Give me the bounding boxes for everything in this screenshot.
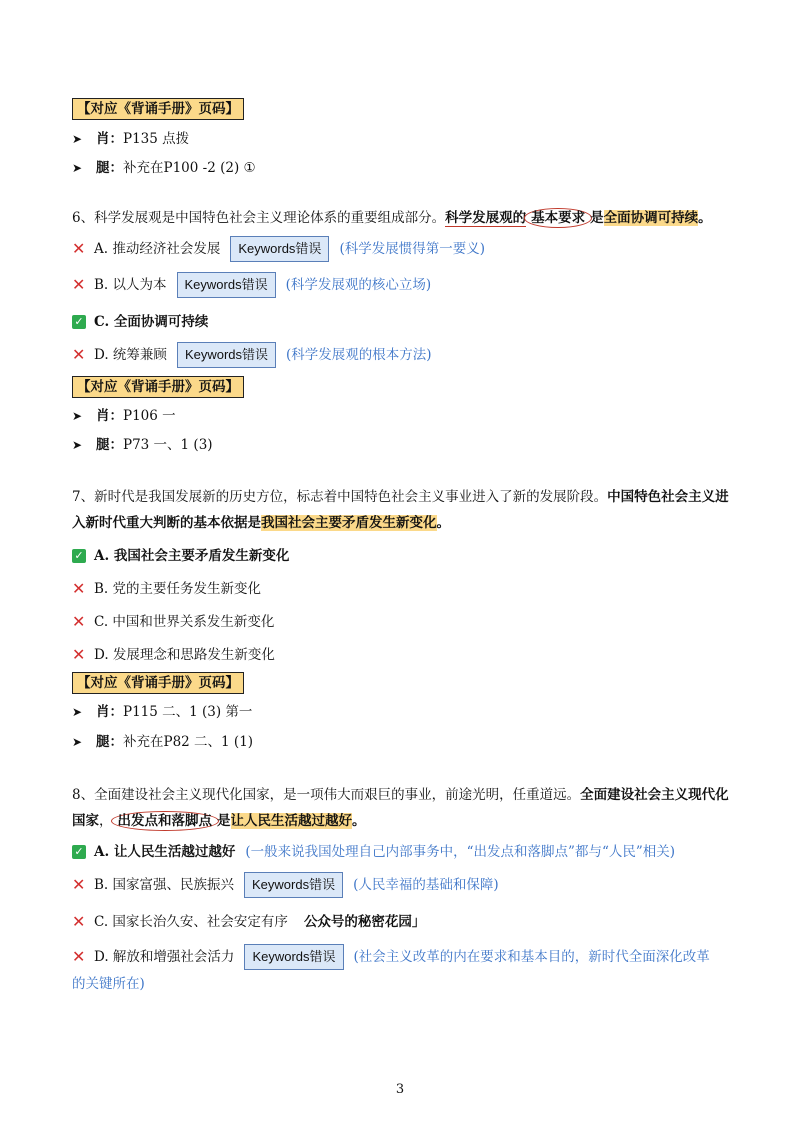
question-6 (72, 206, 740, 455)
ref-header: 【对应《背诵手册》页码】 (72, 98, 244, 120)
wrong-mark-icon: ✕ (72, 579, 86, 598)
question-stem: 6、科学发展观是中国特色社会主义理论体系的重要组成部分。科学发展观的 基本要求 是全面协调可持续。 (72, 210, 712, 226)
ref-block-top (72, 98, 740, 178)
arrow-bullet-icon: ➤ (72, 161, 83, 175)
wrong-mark-icon: ✕ (72, 275, 86, 294)
option-d-note-continued: 的关键所在) (72, 976, 145, 992)
option-b: ✕ B. 以人为本 Keywords错误 (科学发展观的核心立场) (72, 272, 740, 298)
option-c: ✓ C. 全面协调可持续 (72, 312, 740, 332)
check-mark-icon: ✓ (72, 549, 86, 563)
arrow-bullet-icon: ➤ (72, 409, 83, 423)
option-c: ✕ C. 国家长治久安、社会安定有序 公众号的秘密花园」 (72, 912, 426, 931)
ref-header: 【对应《背诵手册》页码】 (72, 672, 244, 694)
ref-item: ➤ 腿：P73 一、1 (3) (72, 437, 213, 453)
wrong-mark-icon: ✕ (72, 612, 86, 631)
wrong-mark-icon: ✕ (72, 645, 86, 664)
question-8 (72, 782, 740, 994)
keyword-badge: Keywords错误 (177, 342, 276, 368)
arrow-bullet-icon: ➤ (72, 735, 83, 749)
option-a: ✓ A. 让人民生活越过越好 (一般来说我国处理自己内部事务中，“出发点和落脚点”都与“人民”相关) (72, 842, 740, 862)
keyword-badge: Keywords错误 (230, 236, 329, 262)
option-c: ✕ C. 中国和世界关系发生新变化 (72, 612, 275, 631)
ref-item: ➤ 腿：补充在P82 二、1 (1) (72, 734, 254, 750)
keyword-badge: Keywords错误 (244, 944, 343, 970)
wrong-mark-icon: ✕ (72, 345, 86, 364)
wrong-mark-icon: ✕ (72, 912, 86, 931)
arrow-bullet-icon: ➤ (72, 438, 83, 452)
option-d: ✕ D. 统筹兼顾 Keywords错误 (科学发展观的根本方法) (72, 342, 740, 368)
wrong-mark-icon: ✕ (72, 239, 86, 258)
arrow-bullet-icon: ➤ (72, 132, 83, 146)
ref-item: ➤ 肖：P106 一 (72, 408, 176, 424)
option-a: ✓ A. 我国社会主要矛盾发生新变化 (72, 546, 740, 566)
wrong-mark-icon: ✕ (72, 947, 86, 966)
ref-item: ➤ 肖：P135 点拨 (72, 131, 190, 147)
ref-item: ➤ 腿：补充在P100 -2 (2) ① (72, 160, 256, 176)
watermark-text: 公众号的秘密花园」 (303, 914, 426, 930)
arrow-bullet-icon: ➤ (72, 705, 83, 719)
wrong-mark-icon: ✕ (72, 875, 86, 894)
keyword-badge: Keywords错误 (177, 272, 276, 298)
keyword-badge: Keywords错误 (244, 872, 343, 898)
ref-item: ➤ 肖：P115 二、1 (3) 第一 (72, 704, 253, 720)
question-stem: 8、全面建设社会主义现代化国家，是一项伟大而艰巨的事业，前途光明，任重道远。全面建设社会主义现代化国家， 出发点和落脚点 是让人民生活越过越好。 (72, 787, 729, 829)
option-b: ✕ B. 国家富强、民族振兴 Keywords错误 (人民幸福的基础和保障) (72, 872, 740, 898)
question-stem: 7、新时代是我国发展新的历史方位，标志着中国特色社会主义事业进入了新的发展阶段。中国特色社会主义进入新时代重大判断的基本依据是我国社会主要矛盾发生新变化。 (72, 489, 729, 531)
ref-header: 【对应《背诵手册》页码】 (72, 376, 244, 398)
option-d: ✕ D. 解放和增强社会活力 Keywords错误 (社会主义改革的内在要求和基本目的，新时代全面深化改革 (72, 944, 740, 970)
check-mark-icon: ✓ (72, 315, 86, 329)
question-7 (72, 484, 740, 752)
check-mark-icon: ✓ (72, 845, 86, 859)
option-d: ✕ D. 发展理念和思路发生新变化 (72, 645, 275, 664)
option-a: ✕ A. 推动经济社会发展 Keywords错误 (科学发展惯得第一要义) (72, 236, 740, 262)
page-number: 3 (395, 1082, 405, 1097)
option-b: ✕ B. 党的主要任务发生新变化 (72, 579, 262, 598)
